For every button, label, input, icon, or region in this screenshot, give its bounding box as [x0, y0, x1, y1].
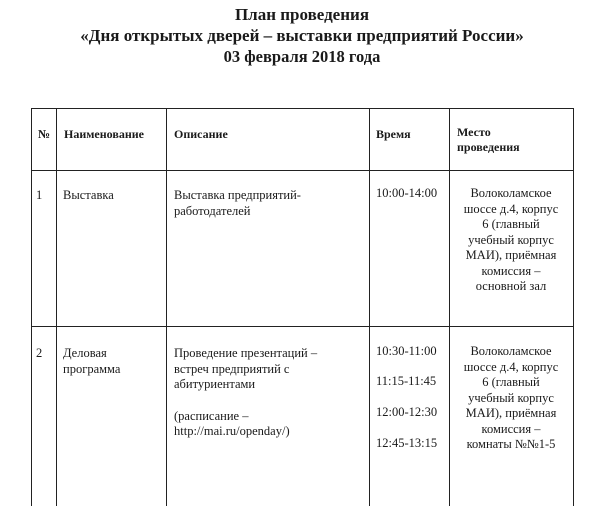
place-line: шоссе д.4, корпус [463, 359, 559, 374]
header-place-line: Место [457, 125, 491, 139]
name-line: программа [63, 361, 121, 376]
place-line: шоссе д.4, корпус [463, 201, 559, 216]
header-place [457, 125, 520, 155]
row-1-place [449, 186, 573, 295]
place-line: МАИ), приёмная [465, 248, 557, 262]
row-1-description [174, 188, 301, 219]
row-1-name: Выставка [63, 188, 114, 202]
row-2-time-slot: 11:15-11:45 [376, 374, 437, 388]
title-line-3: 03 февраля 2018 года [223, 47, 381, 66]
place-line: Волоколамское [470, 186, 552, 200]
row-1-time: 10:00-14:00 [376, 186, 438, 200]
header-num: № [38, 127, 51, 141]
place-line: комиссия – [481, 421, 541, 436]
place-line: учебный корпус [468, 232, 554, 247]
header-description: Описание [174, 127, 228, 141]
row-2-name [63, 346, 120, 377]
description-line: работодателей [174, 203, 251, 218]
title-line-2: «Дня открытых дверей – выставки предприятий России» [80, 26, 524, 45]
row-1-num: 1 [36, 188, 43, 202]
place-line: основной зал [475, 279, 547, 293]
column-divider [166, 108, 167, 506]
title-line-1: План проведения [234, 5, 370, 24]
description-line: абитуриентами [174, 377, 256, 391]
place-line: МАИ), приёмная [465, 406, 557, 420]
schedule-note-line: http://mai.ru/openday/) [174, 424, 290, 438]
schedule-note-line: (расписание – [174, 408, 249, 423]
place-line: 6 (главный [482, 375, 540, 389]
document-title [0, 4, 604, 67]
row-divider [31, 326, 573, 327]
place-line: учебный корпус [468, 390, 554, 405]
description-line: Проведение презентаций – [174, 346, 318, 360]
column-divider [369, 108, 370, 506]
header-place-line: проведения [457, 140, 520, 154]
row-2-time-slot: 10:30-11:00 [376, 344, 437, 358]
header-time: Время [376, 127, 411, 141]
row-2-num: 2 [36, 346, 43, 360]
table-border-left [31, 108, 32, 506]
place-line: комнаты №№1-5 [466, 437, 556, 451]
row-2-time-slot: 12:45-13:15 [376, 436, 438, 450]
place-line: Волоколамское [470, 344, 552, 358]
header-name: Наименование [64, 127, 144, 141]
description-line: Выставка предприятий- [174, 188, 301, 202]
table-border-right [573, 108, 574, 506]
table-border-top [31, 108, 573, 109]
column-divider [56, 108, 57, 506]
name-line: Деловая [63, 346, 107, 360]
description-line: встреч предприятий с [174, 361, 290, 376]
row-2-time-slot: 12:00-12:30 [376, 405, 438, 419]
header-row-divider [31, 170, 573, 171]
place-line: комиссия – [481, 263, 541, 278]
place-line: 6 (главный [482, 217, 540, 231]
row-2-place [449, 344, 573, 453]
row-2-description [174, 346, 317, 440]
